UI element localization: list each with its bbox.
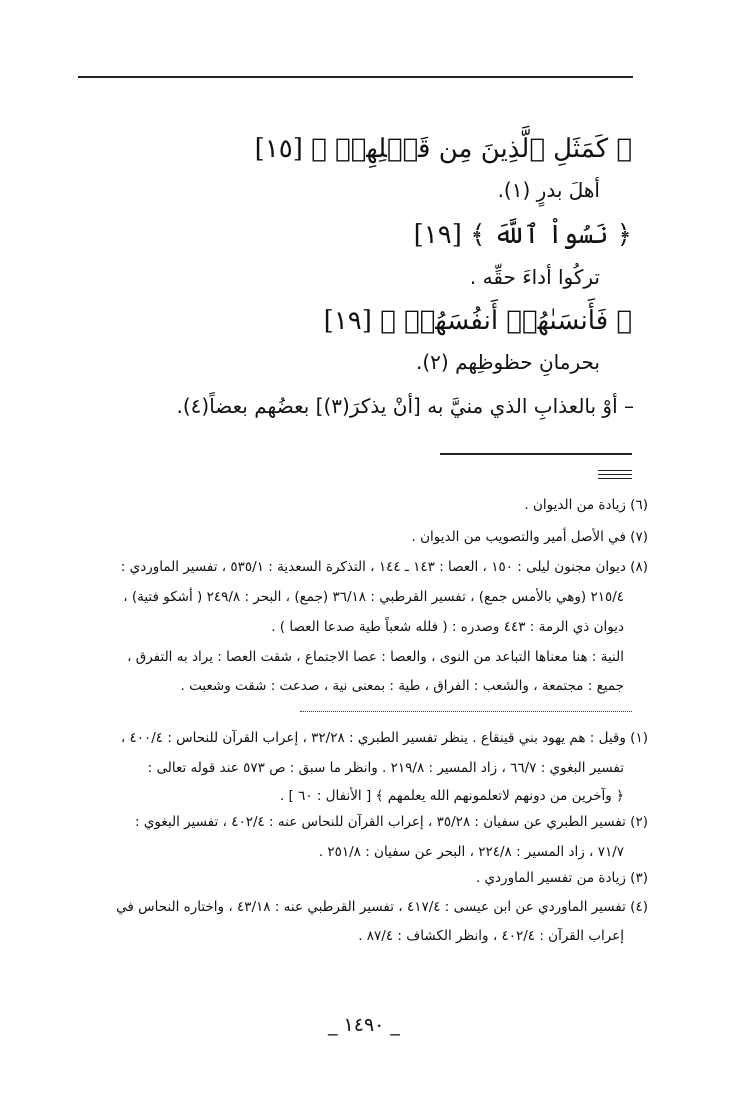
page-number: _ ١٤٩٠ _	[328, 1014, 400, 1036]
gloss-3: بحرمانِ حظوظِهم (٢).	[416, 350, 600, 374]
gloss-2: تركُوا أداءَ حقِّه .	[469, 265, 600, 289]
prev-footnote-8: (٨) ديوان مجنون ليلى : ١٥٠ ، العصا : ١٤٣ ـ ١٤٤ ، التذكرة السعدية : ٥٣٥/١ ، تفسير الماوردي :	[120, 559, 648, 575]
footnote-separator	[440, 453, 632, 455]
continuation-mark	[598, 470, 632, 482]
footnote-3: (٣) زيادة من تفسير الماوردي .	[475, 870, 648, 886]
footnote-4-line-2: إعراب القرآن : ٤٠٢/٤ ، وانظر الكشاف : ٨٧/٤ .	[358, 928, 624, 944]
quote-line: – أوْ بالعذابِ الذي منيَّ به [أنْ يذكرَ(٣)] بعضُهم بعضاً(٤).	[176, 394, 634, 418]
prev-footnote-7: (٧) في الأصل أمير والتصويب من الديوان .	[411, 529, 648, 545]
prev-footnote-8-line-4: النية : هنا معناها التباعد من النوى ، والعصا : عصا الاجتماع ، شقت العصا : يراد به التفرق ،	[127, 649, 624, 665]
footnote-1: (١) وقيل : هم يهود بني قينقاع . ينظر تفسير الطبري : ٣٢/٢٨ ، إعراب القرآن للنحاس : ٤٠٠/٤ ،	[120, 730, 648, 746]
footnote-4: (٤) تفسير الماوردي عن ابن عيسى : ٤١٧/٤ ، تفسير القرطبي عنه : ٤٣/١٨ ، واختاره النحاس في	[116, 899, 648, 915]
footnote-1-line-2: تفسير البغوي : ٦٦/٧ ، زاد المسير : ٢١٩/٨ . وانظر ما سبق : ص ٥٧٣ عند قوله تعالى :	[147, 760, 624, 776]
prev-footnote-6: (٦) زيادة من الديوان .	[524, 497, 648, 513]
header-rule	[78, 76, 633, 78]
prev-footnote-8-line-2: ٢١٥/٤ (وهي بالأمس جمع) ، تفسير القرطبي : ٣٦/١٨ (جمع) ، البحر : ٢٤٩/٨ ( أشكو فتية) ،	[123, 589, 624, 605]
footnote-2: (٢) تفسير الطبري عن سفيان : ٣٥/٢٨ ، إعراب القرآن للنحاس عنه : ٤٠٢/٤ ، تفسير البغوي :	[134, 814, 648, 830]
verse-2: ﴿ نَسُواْ ٱللَّهَ ﴾ [١٩]	[413, 220, 632, 250]
verse-1: ﴿ كَمَثَلِ ٱلَّذِينَ مِن قَبۡلِهِمۡ ﴾ [١٥]	[254, 134, 632, 164]
footnote-1-line-3: ﴿ وآخرين من دونهم لاتعلمونهم الله يعلمهم ﴾ [ الأنفال : ٦٠ ] .	[279, 788, 624, 804]
footnote-2-line-2: ٧١/٧ ، زاد المسير : ٢٢٤/٨ ، البحر عن سفيان : ٢٥١/٨ .	[318, 844, 624, 860]
verse-3: ﴿ فَأَنسَىٰهُمۡ أَنفُسَهُمۡ ﴾ [١٩]	[323, 306, 632, 336]
dotted-separator	[300, 711, 632, 712]
prev-footnote-8-line-5: جميع : مجتمعة ، والشعب : الفراق ، طية : بمعنى نية ، صدعت : شقت وشعبت .	[180, 678, 624, 694]
gloss-1: أهلَ بدرٍ (١).	[497, 178, 600, 202]
prev-footnote-8-line-3: ديوان ذي الرمة : ٤٤٣ وصدره : ( فلله شعباً طية صدعا العصا ) .	[271, 619, 624, 635]
